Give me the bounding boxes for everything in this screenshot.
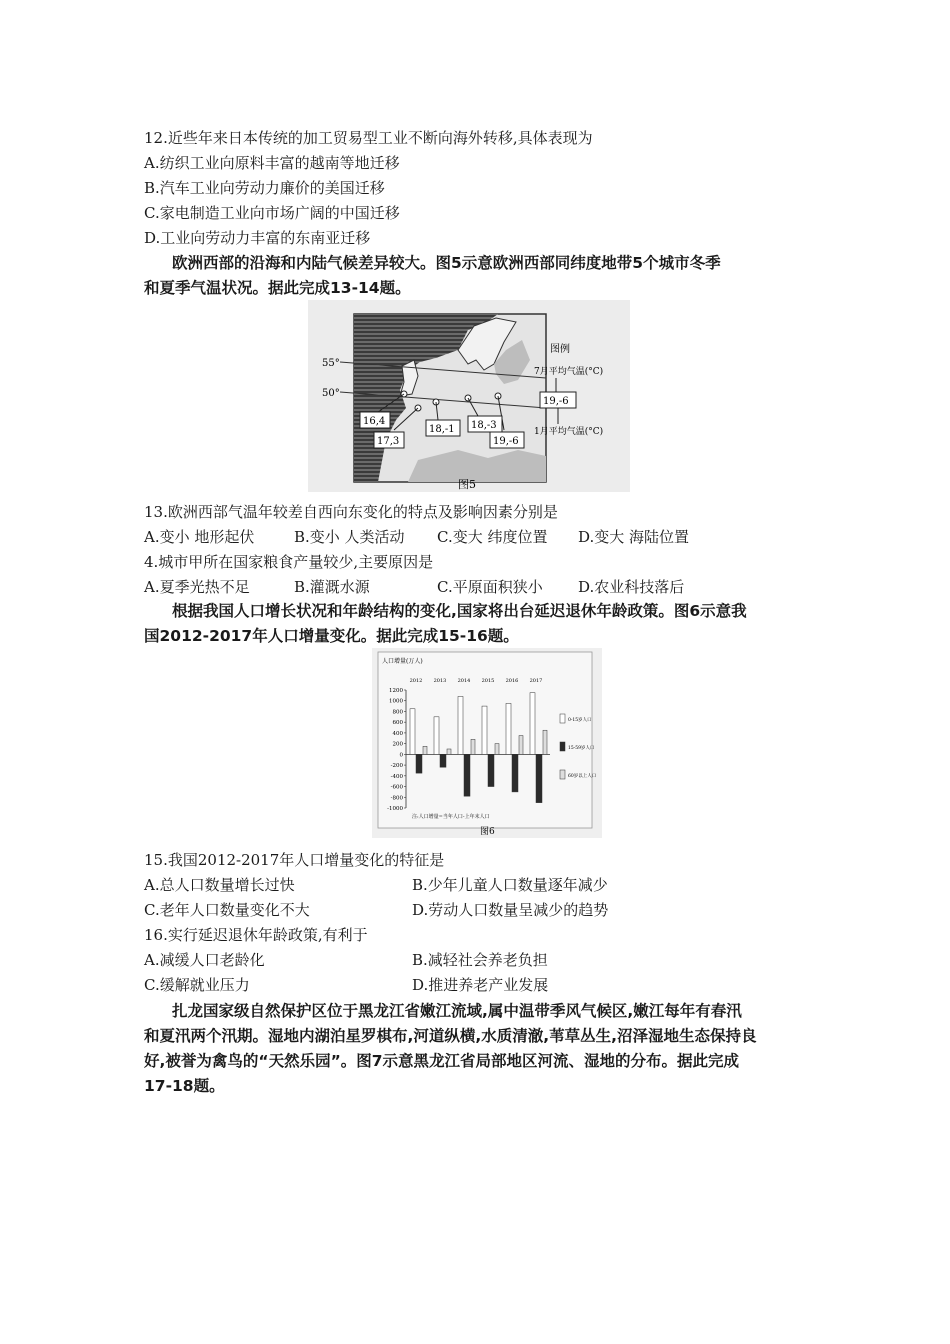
q15-stem: 15.我国2012-2017年人口增量变化的特征是 (144, 851, 445, 869)
x-category-label: 2013 (433, 678, 447, 684)
chart-note: 注:人口增量=当年人口-上年末人口 (412, 814, 490, 820)
legend-label-2: 60岁以上人口 (568, 774, 597, 779)
bar-2014-s2 (471, 739, 475, 754)
bar-2015-s0 (482, 706, 487, 754)
q14-option-c: C.平原面积狭小 (437, 578, 543, 596)
y-tick-label: 1200 (389, 688, 403, 694)
y-tick-label: -200 (390, 763, 403, 770)
q15-option-c: C.老年人口数量变化不大 (144, 901, 310, 919)
bar-2012-s1 (416, 754, 422, 773)
q13-option-c: C.变大 纬度位置 (437, 528, 548, 546)
q12-option-d: D.工业向劳动力丰富的东南亚迁移 (144, 229, 371, 247)
bar-2017-s2 (543, 730, 547, 754)
bar-2013-s1 (440, 754, 446, 767)
bar-2017-s0 (530, 693, 535, 755)
legend-title: 图例 (550, 344, 570, 355)
bar-2015-s2 (495, 744, 499, 755)
bar-2014-s1 (464, 754, 470, 796)
legend-label-1: 15-59岁人口 (568, 746, 595, 751)
bar-2013-s2 (447, 749, 451, 754)
q16-option-c: C.缓解就业压力 (144, 976, 250, 994)
intro3-line1: 扎龙国家级自然保护区位于黑龙江省嫩江流域,属中温带季风气候区,嫩江每年有春汛 (172, 1002, 742, 1020)
legend-swatch-2 (560, 770, 565, 779)
y-tick-label: 800 (392, 709, 403, 716)
q13-option-a: A.变小 地形起伏 (144, 528, 255, 546)
y-tick-label: 400 (392, 730, 403, 737)
y-tick-label: -800 (390, 795, 403, 802)
q16-option-b: B.减轻社会养老负担 (412, 951, 548, 969)
lat-55-label: 55° (322, 358, 340, 369)
bar-2013-s0 (434, 717, 439, 755)
q14-option-d: D.农业科技落后 (578, 578, 685, 596)
figure-5-caption: 图5 (458, 478, 476, 491)
q16-option-d: D.推进养老产业发展 (412, 976, 549, 994)
figure-6-chart (372, 648, 602, 838)
q13-stem: 13.欧洲西部气温年较差自西向东变化的特点及影响因素分别是 (144, 503, 558, 521)
intro3-line3: 好,被誉为禽鸟的“天然乐园”。图7示意黑龙江省局部地区河流、湿地的分布。据此完成 (144, 1052, 740, 1070)
q14-stem: 4.城市甲所在国家粮食产量较少,主要原因是 (144, 553, 434, 571)
figure-6-caption: 图6 (480, 827, 495, 837)
intro3-line4: 17-18题。 (144, 1077, 225, 1095)
bar-2015-s1 (488, 754, 494, 786)
city-label-4: 18,-3 (471, 420, 497, 431)
legend-swatch-0 (560, 714, 565, 723)
q12-option-a: A.纺织工业向原料丰富的越南等地迁移 (144, 154, 400, 172)
bar-2016-s1 (512, 754, 518, 792)
q12-option-c: C.家电制造工业向市场广阔的中国迁移 (144, 204, 400, 222)
city-label-1: 16,4 (363, 416, 386, 427)
legend-swatch-1 (560, 742, 565, 751)
city-label-5: 19,-6 (493, 436, 519, 447)
bar-2017-s1 (536, 754, 542, 802)
city-label-3: 18,-1 (429, 424, 455, 435)
chart-ylabel: 人口增量(万人) (382, 658, 423, 665)
x-category-label: 2015 (481, 678, 495, 684)
intro2-line2: 国2012-2017年人口增量变化。据此完成15-16题。 (144, 627, 519, 645)
q15-option-b: B.少年儿童人口数量逐年减少 (412, 876, 608, 894)
legend-july: 7月平均气温(°C) (534, 367, 604, 377)
bar-2014-s0 (458, 696, 463, 754)
q14-option-b: B.灌溉水源 (294, 578, 370, 596)
legend-box: 19,-6 (543, 396, 569, 407)
x-category-label: 2012 (409, 678, 423, 684)
legend-label-0: 0-15岁人口 (568, 718, 592, 723)
y-tick-label: 0 (399, 752, 403, 759)
y-tick-label: 200 (392, 741, 403, 748)
bar-2016-s0 (506, 703, 511, 754)
intro3-line2: 和夏汛两个汛期。湿地内湖泊星罗棋布,河道纵横,水质清澈,苇草丛生,沼泽湿地生态保持良 (144, 1027, 757, 1045)
y-tick-label: 600 (392, 720, 403, 727)
q13-option-d: D.变大 海陆位置 (578, 528, 690, 546)
lat-50-label: 50° (322, 388, 340, 399)
x-category-label: 2017 (529, 678, 543, 684)
intro1-line1: 欧洲西部的沿海和内陆气候差异较大。图5示意欧洲西部同纬度地带5个城市冬季 (172, 254, 721, 272)
figure-5-map (308, 300, 630, 492)
q13-option-b: B.变小 人类活动 (294, 528, 405, 546)
city-label-2: 17,3 (377, 436, 400, 447)
y-tick-label: 1000 (389, 698, 403, 705)
x-category-label: 2016 (505, 678, 519, 684)
y-tick-label: -1000 (387, 806, 403, 812)
q16-stem: 16.实行延迟退休年龄政策,有利于 (144, 926, 368, 944)
q12-option-b: B.汽车工业向劳动力廉价的美国迁移 (144, 179, 385, 197)
q15-option-a: A.总人口数量增长过快 (144, 876, 295, 894)
x-category-label: 2014 (457, 678, 471, 684)
bar-2016-s2 (519, 736, 523, 755)
legend-jan: 1月平均气温(°C) (534, 427, 604, 437)
y-tick-label: -600 (390, 784, 403, 791)
intro2-line1: 根据我国人口增长状况和年龄结构的变化,国家将出台延迟退休年龄政策。图6示意我 (172, 602, 747, 620)
q16-option-a: A.减缓人口老龄化 (144, 951, 265, 969)
intro1-line2: 和夏季气温状况。据此完成13-14题。 (144, 279, 411, 297)
bar-2012-s2 (423, 746, 427, 754)
q12-stem: 12.近些年来日本传统的加工贸易型工业不断向海外转移,具体表现为 (144, 129, 593, 147)
y-tick-label: -400 (390, 773, 403, 780)
bar-2012-s0 (410, 709, 415, 755)
q14-option-a: A.夏季光热不足 (144, 578, 250, 596)
q15-option-d: D.劳动人口数量呈减少的趋势 (412, 901, 609, 919)
